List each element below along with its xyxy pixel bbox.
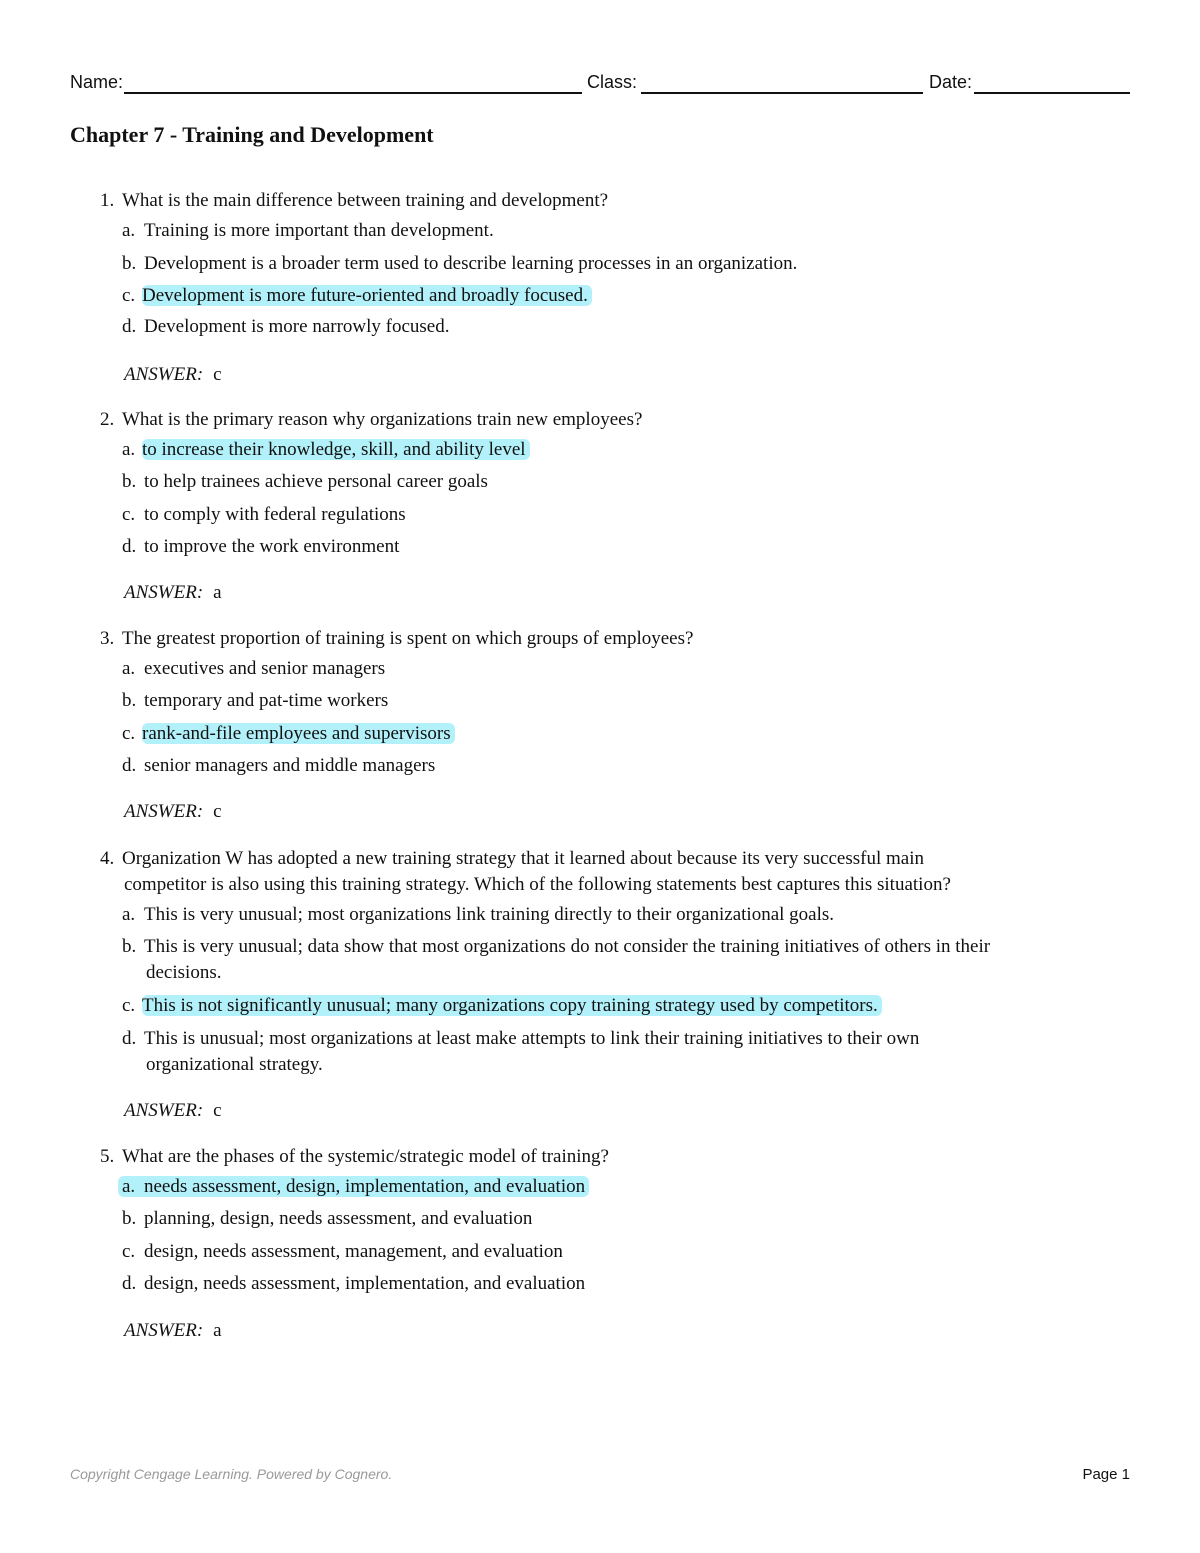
option-b-continued: decisions. xyxy=(146,962,222,983)
question-text: What are the phases of the systemic/strategic model of training? xyxy=(122,1146,609,1167)
question-text: The greatest proportion of training is spent on which groups of employees? xyxy=(122,628,694,649)
question-text: What is the primary reason why organizations train new employees? xyxy=(122,409,643,430)
student-info-header xyxy=(70,72,1130,96)
answer-line: ANSWER: a xyxy=(124,582,222,603)
option-a-highlighted: a. to increase their knowledge, skill, and ability level xyxy=(122,437,530,463)
option-d: d. to improve the work environment xyxy=(122,536,400,557)
option-d: d. This is unusual; most organizations at least make attempts to link their training initiatives to their own xyxy=(122,1028,920,1049)
option-d-continued: organizational strategy. xyxy=(146,1054,323,1075)
option-a-highlighted: a. needs assessment, design, implementation, and evaluation xyxy=(122,1174,589,1200)
option-b: b. to help trainees achieve personal career goals xyxy=(122,471,488,492)
answer-line: ANSWER: c xyxy=(124,364,222,385)
option-b: b. temporary and pat-time workers xyxy=(122,690,389,711)
question-number: 1. xyxy=(100,190,115,211)
name-field[interactable] xyxy=(124,92,582,94)
option-c: c. design, needs assessment, management, and evaluation xyxy=(122,1241,563,1262)
answer-line: ANSWER: c xyxy=(124,801,222,822)
footer-copyright: Copyright Cengage Learning. Powered by Cognero. xyxy=(70,1466,393,1482)
option-d: d. Development is more narrowly focused. xyxy=(122,316,450,337)
chapter-title: Chapter 7 - Training and Development xyxy=(70,122,434,147)
option-a: a. This is very unusual; most organizations link training directly to their organizational goals. xyxy=(122,904,835,925)
option-c-highlighted: c. This is not significantly unusual; many organizations copy training strategy used by competitors. xyxy=(122,993,882,1019)
class-label: Class: xyxy=(587,72,638,92)
footer-page-number: Page 1 xyxy=(1082,1466,1130,1483)
question-text-line-2: competitor is also using this training strategy. Which of the following statements best captures this situation? xyxy=(124,874,951,895)
question-text-line-1: Organization W has adopted a new training strategy that it learned about because its very successful main xyxy=(122,848,924,869)
date-field[interactable] xyxy=(974,92,1130,94)
class-field[interactable] xyxy=(641,92,923,94)
answer-line: ANSWER: a xyxy=(124,1320,222,1341)
option-c: c. to comply with federal regulations xyxy=(122,504,406,525)
option-d: d. senior managers and middle managers xyxy=(122,755,436,776)
question-number: 4. xyxy=(100,848,115,869)
option-b: b. planning, design, needs assessment, and evaluation xyxy=(122,1208,533,1229)
option-b: b. Development is a broader term used to describe learning processes in an organization. xyxy=(122,253,798,274)
question-text: What is the main difference between training and development? xyxy=(122,190,609,211)
name-label: Name: xyxy=(70,72,124,92)
question-number: 5. xyxy=(100,1146,115,1167)
date-label: Date: xyxy=(929,72,973,92)
option-d: d. design, needs assessment, implementation, and evaluation xyxy=(122,1273,586,1294)
option-a: a. Training is more important than development. xyxy=(122,220,494,241)
answer-line: ANSWER: c xyxy=(124,1100,222,1121)
option-b: b. This is very unusual; data show that most organizations do not consider the training initiatives of others in their xyxy=(122,936,991,957)
option-a: a. executives and senior managers xyxy=(122,658,386,679)
option-c-highlighted: c. rank-and-file employees and supervisors xyxy=(122,721,455,747)
question-number: 2. xyxy=(100,409,115,430)
option-c-highlighted: c. Development is more future-oriented and broadly focused. xyxy=(122,283,592,309)
question-number: 3. xyxy=(100,628,115,649)
